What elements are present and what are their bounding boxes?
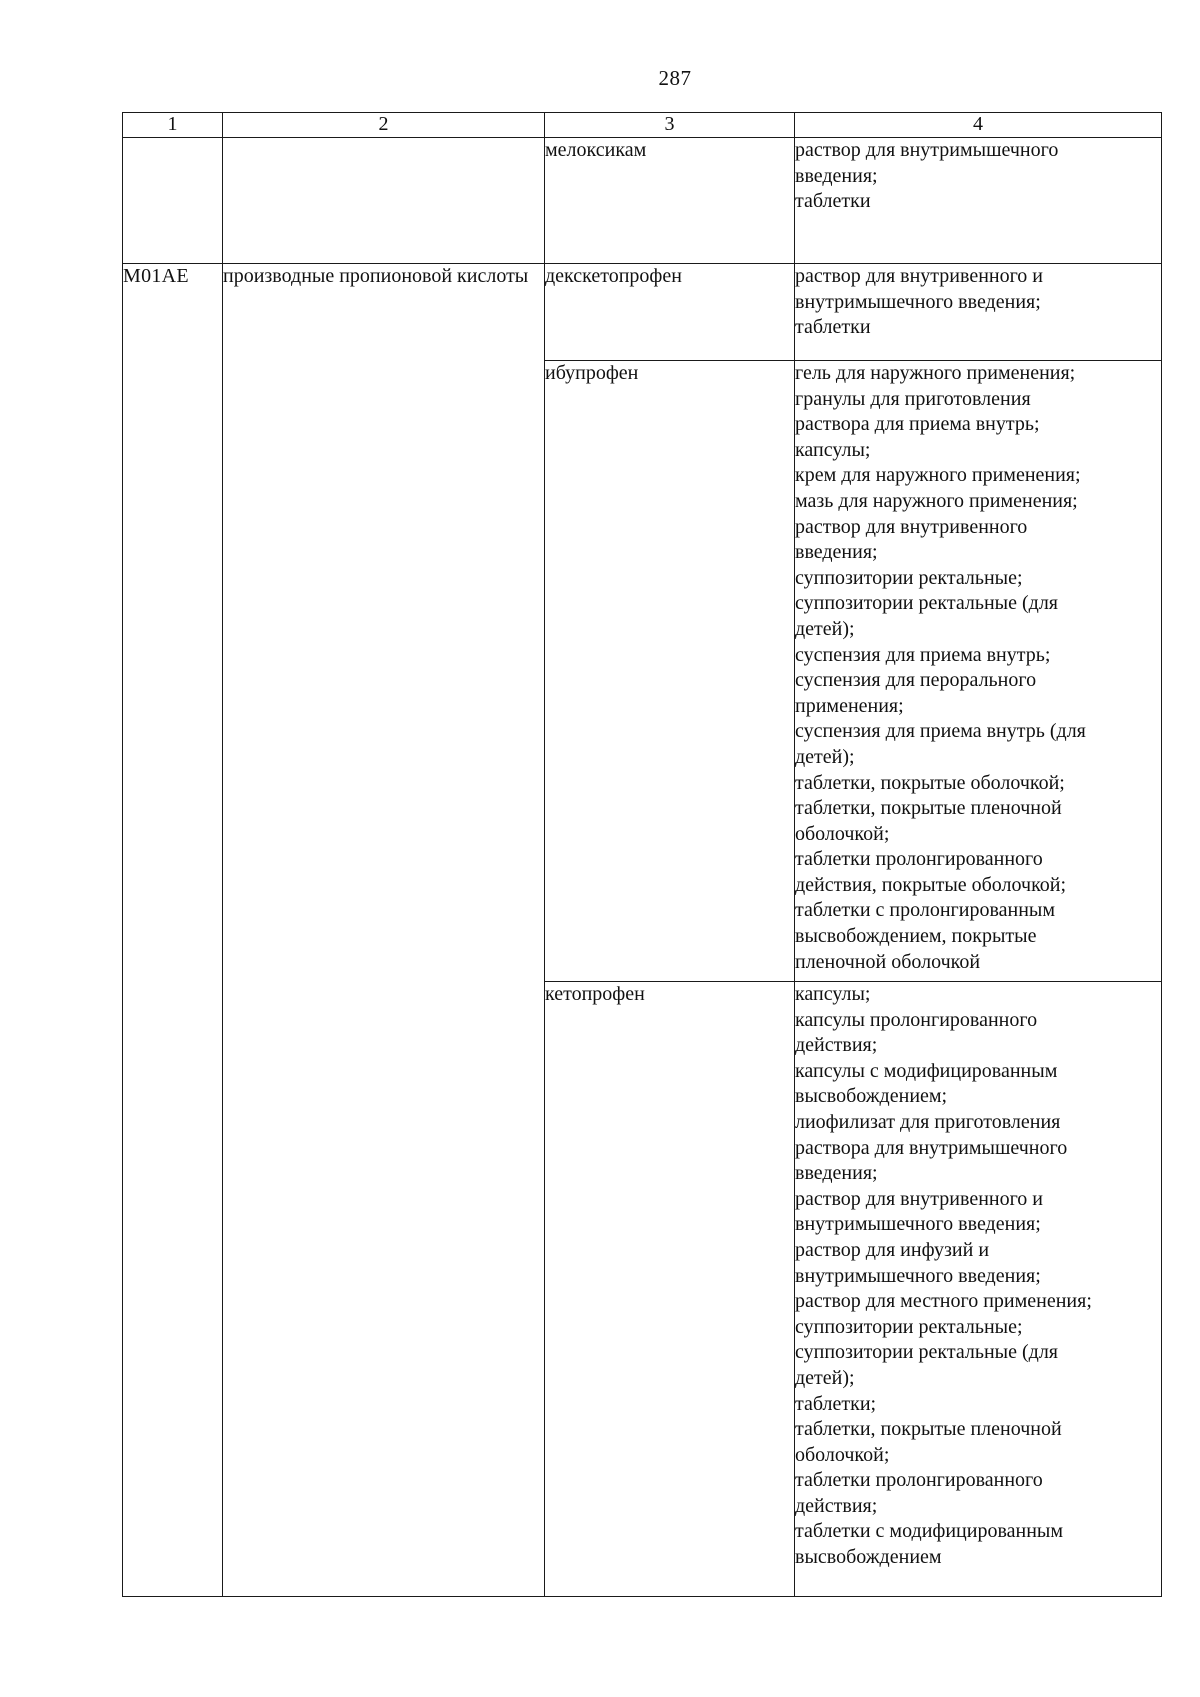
dosage-form-line: таблетки с модифицированным: [795, 1520, 1064, 1543]
column-header-1: 1: [123, 113, 223, 138]
dosage-form-line: раствор для инфузий и: [795, 1238, 990, 1261]
dosage-form-line: раствор для внутримышечного: [795, 139, 1059, 161]
dosage-form-line: таблетки: [795, 190, 871, 213]
inn-cell: декскетопрофен: [545, 264, 795, 361]
dosage-form-line: крем для наружного применения;: [795, 464, 1081, 487]
code-cell-empty: [123, 138, 223, 264]
dosage-form-line: раствор для внутривенного: [795, 515, 1028, 538]
dosage-form-line: суспензия для приема внутрь (для: [795, 720, 1086, 743]
dosage-form-line: детей);: [795, 1366, 855, 1389]
dosage-form-line: введения;: [795, 164, 878, 187]
dosage-form-line: таблетки, покрытые пленочной: [795, 797, 1062, 820]
dosage-form-line: высвобождением: [795, 1546, 942, 1569]
dosage-form-line: внутримышечного введения;: [795, 1264, 1041, 1287]
table-row-dexketoprofen: [123, 264, 1162, 361]
dosage-form-line: раствор для внутривенного и: [795, 265, 1044, 287]
column-header-2: 2: [223, 113, 545, 138]
dosage-form-line: действия, покрытые оболочкой;: [795, 873, 1067, 896]
dosage-form-line: введения;: [795, 1162, 878, 1185]
dosage-form-line: высвобождением;: [795, 1085, 948, 1108]
dosage-form-line: таблетки, покрытые пленочной: [795, 1418, 1062, 1441]
dosage-forms-cell: [795, 264, 1162, 361]
dosage-forms-cell: [795, 982, 1162, 1597]
inn-cell: кетопрофен: [545, 982, 795, 1597]
dosage-forms-cell: [795, 138, 1162, 264]
dosage-forms-cell: [795, 361, 1162, 982]
drug-table: [122, 112, 1162, 1597]
dosage-form-line: высвобождением, покрытые: [795, 925, 1037, 948]
dosage-form-line: детей);: [795, 745, 855, 768]
dosage-form-line: раствора для внутримышечного: [795, 1136, 1068, 1159]
dosage-form-line: лиофилизат для приготовления: [795, 1110, 1061, 1133]
dosage-form-line: капсулы;: [795, 983, 871, 1005]
dosage-form-line: суспензия для приема внутрь;: [795, 643, 1051, 666]
dosage-form-line: суппозитории ректальные (для: [795, 1341, 1059, 1364]
column-header-4: 4: [795, 113, 1162, 138]
dosage-form-line: применения;: [795, 694, 904, 717]
inn-cell: ибупрофен: [545, 361, 795, 982]
dosage-form-line: действия;: [795, 1034, 878, 1057]
dosage-form-line: капсулы;: [795, 438, 871, 461]
dosage-form-line: таблетки пролонгированного: [795, 1469, 1043, 1492]
column-header-row: [123, 113, 1162, 138]
dosage-form-line: таблетки с пролонгированным: [795, 899, 1056, 922]
dosage-form-line: суппозитории ректальные;: [795, 566, 1023, 589]
inn-cell: мелоксикам: [545, 138, 795, 264]
page-number: 287: [658, 66, 692, 90]
dosage-form-line: капсулы с модифицированным: [795, 1059, 1058, 1082]
dosage-form-line: таблетки;: [795, 1392, 877, 1415]
dosage-form-line: раствора для приема внутрь;: [795, 413, 1040, 436]
dosage-form-line: раствор для местного применения;: [795, 1290, 1092, 1313]
group-cell-empty: [223, 138, 545, 264]
dosage-form-line: таблетки пролонгированного: [795, 848, 1043, 871]
table-row-meloxicam: [123, 138, 1162, 264]
atc-group-cell: производные пропионовой кислоты: [223, 264, 545, 1597]
dosage-form-line: мазь для наружного применения;: [795, 489, 1078, 512]
dosage-form-line: капсулы пролонгированного: [795, 1008, 1038, 1031]
dosage-form-line: оболочкой;: [795, 822, 890, 845]
dosage-form-line: внутримышечного введения;: [795, 290, 1041, 313]
dosage-form-line: суспензия для перорального: [795, 669, 1037, 692]
dosage-form-line: суппозитории ректальные;: [795, 1315, 1023, 1338]
dosage-form-line: пленочной оболочкой: [795, 950, 981, 973]
dosage-form-line: гранулы для приготовления: [795, 387, 1031, 410]
atc-code-cell: M01AE: [123, 264, 223, 1597]
dosage-form-line: суппозитории ректальные (для: [795, 592, 1059, 615]
dosage-form-line: таблетки: [795, 316, 871, 339]
dosage-form-line: раствор для внутривенного и: [795, 1187, 1044, 1210]
column-header-3: 3: [545, 113, 795, 138]
dosage-form-line: гель для наружного применения;: [795, 362, 1076, 384]
dosage-form-line: детей);: [795, 617, 855, 640]
dosage-form-line: действия;: [795, 1494, 878, 1517]
dosage-form-line: введения;: [795, 541, 878, 564]
dosage-form-line: оболочкой;: [795, 1443, 890, 1466]
dosage-form-line: таблетки, покрытые оболочкой;: [795, 771, 1065, 794]
dosage-form-line: внутримышечного введения;: [795, 1213, 1041, 1236]
